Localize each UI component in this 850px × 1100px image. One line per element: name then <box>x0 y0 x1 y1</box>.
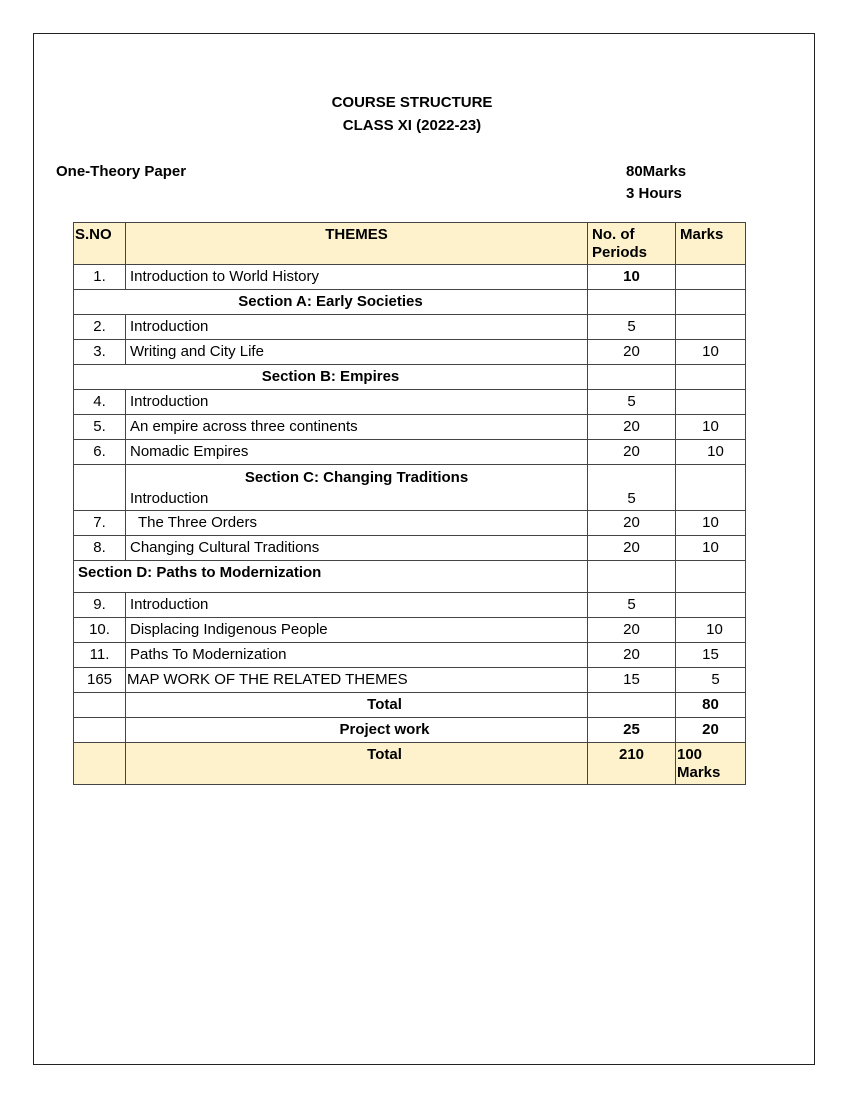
row-sno: 165 <box>74 668 126 693</box>
row-marks <box>676 265 746 290</box>
row-theme: Displacing Indigenous People <box>126 618 588 643</box>
project-row <box>74 718 746 743</box>
total-label: Total <box>126 693 588 718</box>
row-periods: 15 <box>588 668 676 693</box>
header-sno: S.NO <box>74 223 126 265</box>
row-marks: 10 <box>676 440 746 465</box>
row-theme: An empire across three continents <box>126 415 588 440</box>
section-heading: Section B: Empires <box>74 365 588 390</box>
duration-label: 3 Hours <box>626 185 682 202</box>
class-title: CLASS XI (2022-23) <box>342 117 482 134</box>
section-heading: Section A: Early Societies <box>74 290 588 315</box>
table-row <box>74 440 746 465</box>
row-theme: Introduction to World History <box>126 265 588 290</box>
row-periods: 5 <box>588 465 676 511</box>
grand-total-periods: 210 <box>588 743 676 785</box>
paper-label: One-Theory Paper <box>56 163 187 180</box>
table-row <box>74 668 746 693</box>
row-sno: 3. <box>74 340 126 365</box>
table-row <box>74 643 746 668</box>
row-theme: Paths To Modernization <box>126 643 588 668</box>
row-theme: Introduction <box>130 490 209 507</box>
row-sno: 11. <box>74 643 126 668</box>
row-marks: 15 <box>676 643 746 668</box>
row-theme: Introduction <box>126 315 588 340</box>
row-periods: 5 <box>588 315 676 340</box>
total-marks-label: 80Marks <box>626 163 687 180</box>
row-theme: Writing and City Life <box>126 340 588 365</box>
header-periods: No. of Periods <box>588 223 676 265</box>
row-marks: 10 <box>676 340 746 365</box>
row-sno: 4. <box>74 390 126 415</box>
row-marks: 10 <box>676 415 746 440</box>
row-periods: 20 <box>588 511 676 536</box>
row-sno: 6. <box>74 440 126 465</box>
row-theme: Changing Cultural Traditions <box>126 536 588 561</box>
row-sno: 9. <box>74 593 126 618</box>
row-marks: 10 <box>676 511 746 536</box>
row-sno: 2. <box>74 315 126 340</box>
row-periods: 20 <box>588 618 676 643</box>
course-structure-table <box>73 222 746 785</box>
table-row <box>74 265 746 290</box>
row-marks: 10 <box>676 536 746 561</box>
row-theme: Introduction <box>126 390 588 415</box>
row-periods: 10 <box>588 265 676 290</box>
header-themes: THEMES <box>126 223 588 265</box>
section-row <box>74 365 746 390</box>
section-heading: Section D: Paths to Modernization <box>74 561 588 593</box>
row-marks: 5 <box>676 668 746 693</box>
project-periods: 25 <box>588 718 676 743</box>
section-row <box>74 290 746 315</box>
row-marks <box>676 593 746 618</box>
section-row <box>74 465 746 511</box>
table-row <box>74 390 746 415</box>
section-heading: Section C: Changing Traditions <box>244 469 469 486</box>
grand-total-marks: 100 Marks <box>676 743 746 785</box>
row-periods: 20 <box>588 440 676 465</box>
row-marks <box>676 315 746 340</box>
course-structure-title: COURSE STRUCTURE <box>331 94 493 111</box>
row-sno: 5. <box>74 415 126 440</box>
table-row <box>74 340 746 365</box>
row-marks <box>676 390 746 415</box>
row-periods: 5 <box>588 390 676 415</box>
project-label: Project work <box>126 718 588 743</box>
row-sno: 7. <box>74 511 126 536</box>
grand-total-row <box>74 743 746 785</box>
row-periods: 5 <box>588 593 676 618</box>
row-periods: 20 <box>588 643 676 668</box>
section-row <box>74 561 746 593</box>
row-sno: 8. <box>74 536 126 561</box>
row-theme: MAP WORK OF THE RELATED THEMES <box>126 668 588 693</box>
table-row <box>74 536 746 561</box>
row-theme: Nomadic Empires <box>126 440 588 465</box>
total-row <box>74 693 746 718</box>
row-periods: 20 <box>588 340 676 365</box>
row-theme: Introduction <box>126 593 588 618</box>
row-periods: 20 <box>588 536 676 561</box>
table-row <box>74 511 746 536</box>
table-row <box>74 618 746 643</box>
table-row <box>74 593 746 618</box>
project-marks: 20 <box>676 718 746 743</box>
table-row <box>74 315 746 340</box>
row-theme: The Three Orders <box>126 511 588 536</box>
row-periods: 20 <box>588 415 676 440</box>
table-header-row <box>74 223 746 265</box>
table-row <box>74 415 746 440</box>
total-marks: 80 <box>676 693 746 718</box>
section-c-cell <box>126 465 588 511</box>
row-marks: 10 <box>676 618 746 643</box>
header-marks: Marks <box>676 223 746 265</box>
row-sno: 10. <box>74 618 126 643</box>
row-sno: 1. <box>74 265 126 290</box>
grand-total-label: Total <box>126 743 588 785</box>
